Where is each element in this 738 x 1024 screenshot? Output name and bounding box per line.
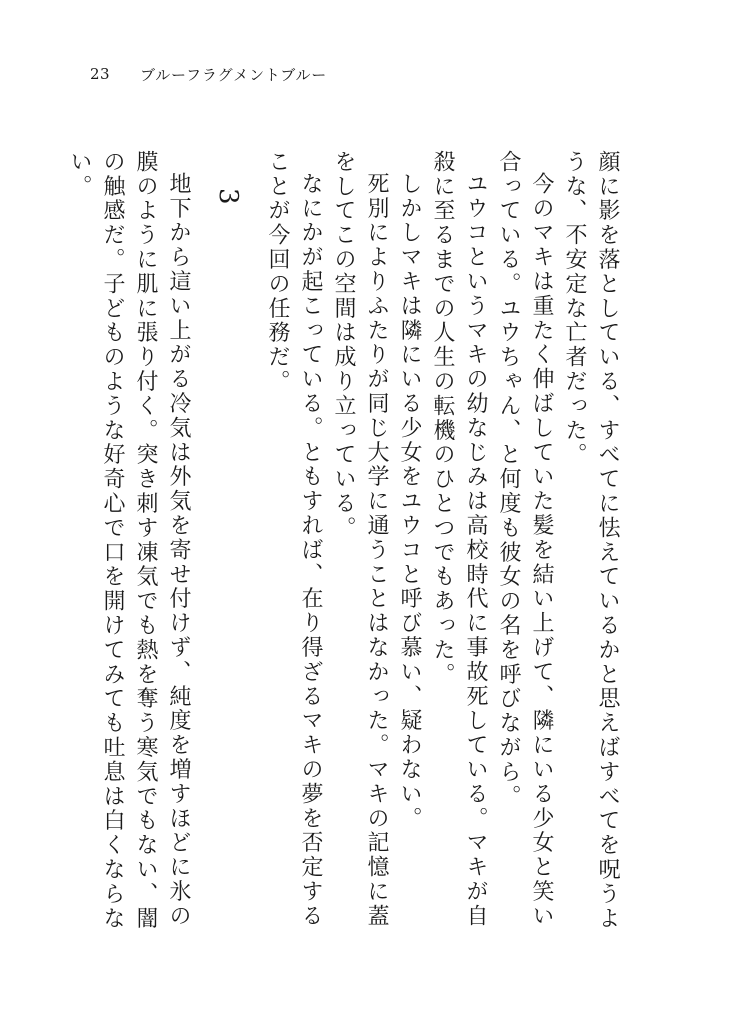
page-header <box>90 62 327 86</box>
paragraph: 地下から這い上がる冷気は外気を寄せ付けず、純度を増すほどに氷の膜のように肌に張り付く。突き刺す凍気でも熱を奪う寒気でもない、闇の触感だ。子どものような好奇心で口を開けてみても吐息は白くならない。 <box>67 150 191 931</box>
paragraph: 死別によりふたりが同じ大学に通うことはなかった。マキの記憶に蓋をしてこの空間は成り立っている。 <box>331 150 389 929</box>
section-number: 3 <box>213 188 243 207</box>
paragraph: しかしマキは隣にいる少女をユウコと呼び慕い、疑わない。 <box>397 172 422 831</box>
vertical-body-text <box>67 150 624 950</box>
paragraph: 今のマキは重たく伸ばしていた髪を結い上げて、隣にいる少女と笑い合っている。ユウちゃん、と何度も彼女の名を呼びながら。 <box>496 150 554 929</box>
page-number: 23 <box>90 65 111 83</box>
paragraph: ユウコというマキの幼なじみは高校時代に事故死している。マキが自殺に至るまでの人生の転機のひとつでもあった。 <box>430 150 488 929</box>
running-title: ブルーフラグメントブルー <box>140 65 328 84</box>
paragraph: なにかが起こっている。ともすれば、在り得ざるマキの夢を否定することが今回の任務だ。 <box>265 150 323 929</box>
paragraph: 顔に影を落としている、すべてに怯えているかと思えばすべてを呪うような、不安定な亡者だった。 <box>562 150 620 931</box>
